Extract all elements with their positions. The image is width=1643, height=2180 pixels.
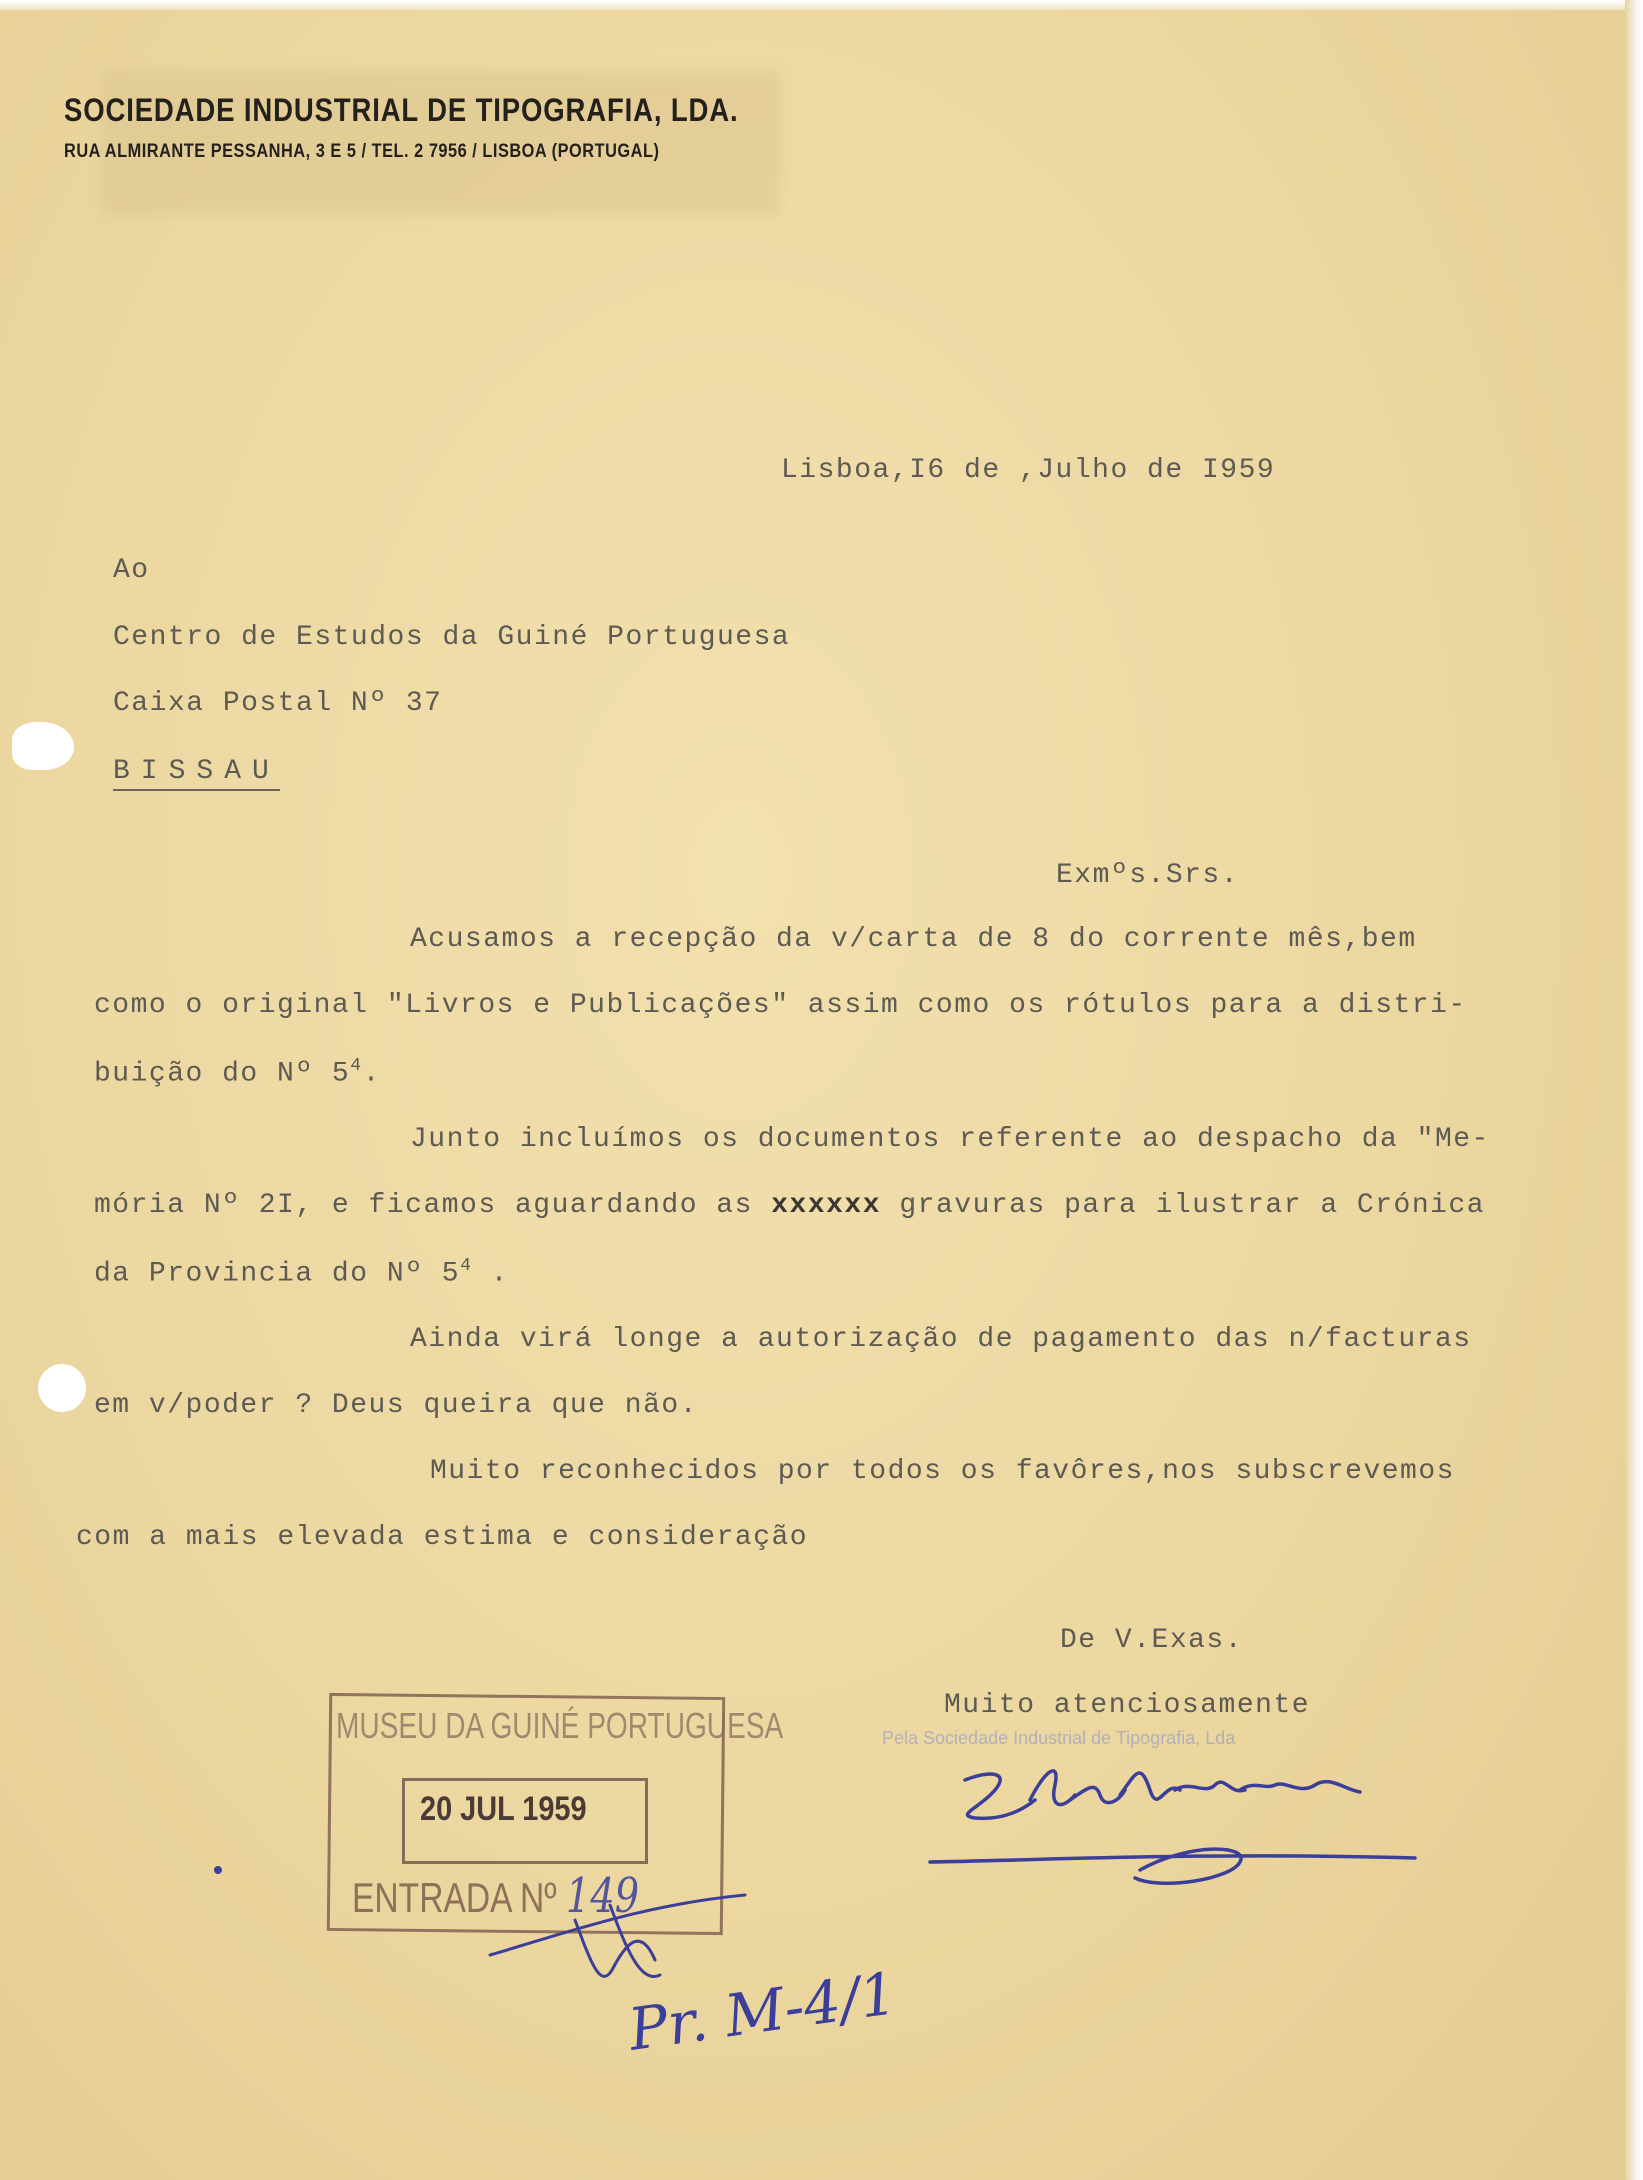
stamp-title: MUSEU DA GUINÉ PORTUGUESA [336, 1705, 784, 1746]
ink-dot [214, 1866, 222, 1874]
recipient-name: Centro de Estudos da Guiné Portuguesa [113, 622, 791, 653]
closing-line: De V.Exas. [1060, 1625, 1244, 1656]
recipient-city: BISSAU [113, 756, 280, 791]
date-line: Lisboa,I6 de ,Julho de I959 [781, 455, 1276, 486]
stamp-scribble [490, 1895, 745, 1977]
recipient-box: Caixa Postal Nº 37 [113, 688, 443, 719]
signature [930, 1771, 1415, 1883]
closing-line: Muito atenciosamente [944, 1690, 1311, 1721]
handwritten-entry-number: 149 [565, 1868, 640, 1924]
body-line: Ainda virá longe a autorização de pagamento das n/facturas [410, 1324, 1472, 1355]
stamp-date: 20 JUL 1959 [420, 1790, 587, 1828]
body-line: buição do Nº $5^4$. [94, 1056, 381, 1090]
body-line: com a mais elevada estima e consideração [76, 1522, 809, 1553]
company-address: RUA ALMIRANTE PESSANHA, 3 E 5 / TEL. 2 7956 / LISBOA (PORTUGAL) [64, 141, 660, 162]
stamp-entrada: ENTRADA Nº 149 [352, 1868, 640, 1924]
recipient-to: Ao [113, 555, 150, 586]
body-line: Junto incluímos os documentos referente ao despacho da "Me- [410, 1124, 1490, 1155]
greeting: Exmºs.Srs. [1056, 860, 1240, 891]
body-line: em v/poder ? Deus queira que não. [94, 1390, 698, 1421]
body-line: Acusamos a recepção da v/carta de 8 do corrente mês,bem [410, 924, 1417, 955]
body-line: Muito reconhecidos por todos os favôres,nos subscrevemos [430, 1456, 1455, 1487]
handwritten-reference: Pr. M-4/1 [624, 1959, 901, 2064]
body-line: como o original "Livros e Publicações" assim como os rótulos para a distri- [94, 990, 1467, 1021]
struck-out-text: xxxxxx [771, 1190, 882, 1221]
body-line: da Provincia do Nº $5^4$ . [94, 1256, 509, 1290]
company-name: SOCIEDADE INDUSTRIAL DE TIPOGRAFIA, LDA. [64, 92, 739, 128]
company-signature-stamp: Pela Sociedade Industrial de Tipografia, Lda [882, 1728, 1236, 1748]
body-line: mória Nº 2I, e ficamos aguardando as xxxxxx gravuras para ilustrar a Crónica [94, 1190, 1486, 1221]
